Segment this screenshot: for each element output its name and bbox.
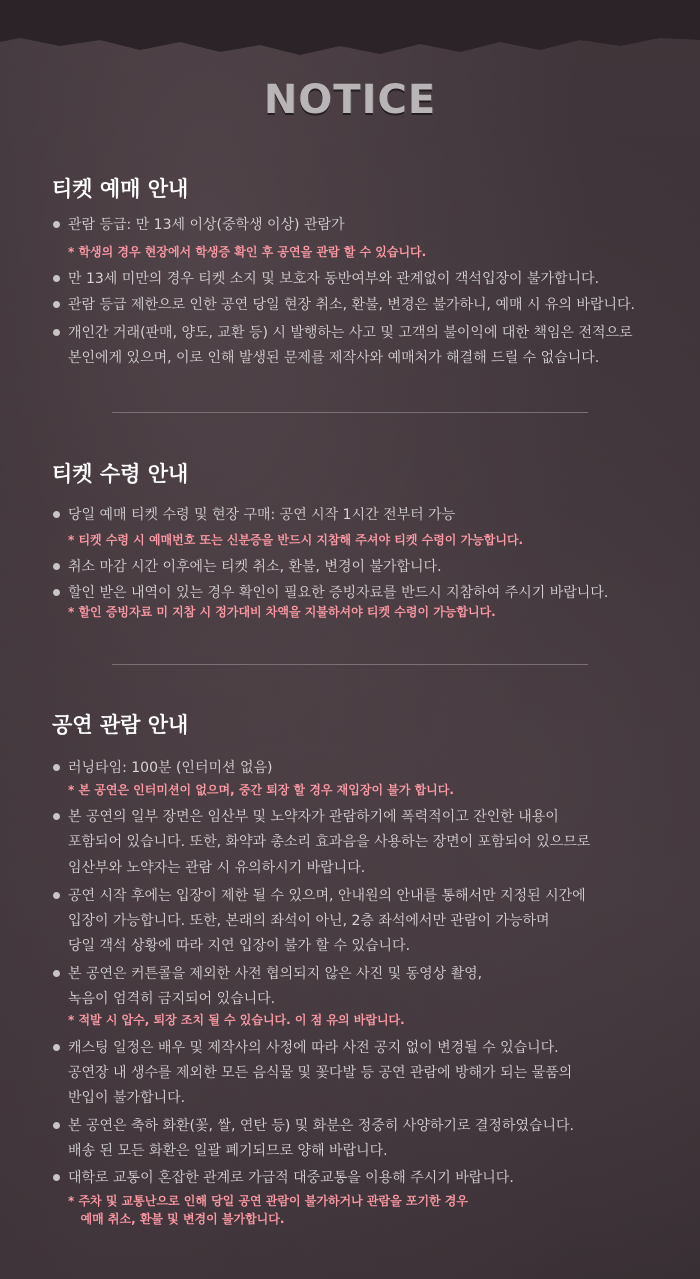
list-item: 본 공연은 커튼콜을 제외한 사전 협의되지 않은 사진 및 동영상 촬영, bbox=[68, 966, 483, 982]
section-heading: 티켓 수령 안내 bbox=[52, 462, 189, 486]
bullet-icon bbox=[53, 511, 60, 518]
list-item-continued: 포함되어 있습니다. 또한, 화약과 총소리 효과음을 사용하는 장면이 포함되어 있으므로 bbox=[68, 834, 591, 850]
page-title: NOTICE bbox=[263, 77, 437, 123]
bullet-icon bbox=[53, 764, 60, 771]
bullet-icon bbox=[53, 301, 60, 308]
list-item: 관람 등급: 만 13세 이상(중학생 이상) 관람가 bbox=[68, 217, 345, 233]
warning-note: * 학생의 경우 현장에서 학생증 확인 후 공연을 관람 할 수 있습니다. bbox=[68, 245, 427, 259]
section-heading: 티켓 예매 안내 bbox=[52, 177, 189, 201]
list-item: 만 13세 미만의 경우 티켓 소지 및 보호자 동반여부와 관계없이 객석입장이 불가합니다. bbox=[68, 271, 600, 287]
list-item: 개인간 거래(판매, 양도, 교환 등) 시 발행하는 사고 및 고객의 불이익에 대한 책임은 전적으로 bbox=[68, 325, 633, 341]
list-item: 할인 받은 내역이 있는 경우 확인이 필요한 증빙자료를 반드시 지참하여 주시기 바랍니다. bbox=[68, 585, 609, 601]
list-item: 취소 마감 시간 이후에는 티켓 취소, 환불, 변경이 불가합니다. bbox=[68, 559, 442, 575]
list-item: 공연 시작 후에는 입장이 제한 될 수 있으며, 안내원의 안내를 통해서만 지정된 시간에 bbox=[68, 888, 586, 904]
list-item-continued: 본인에게 있으며, 이로 인해 발생된 문제를 제작사와 예매처가 해결해 드릴 수 없습니다. bbox=[68, 350, 600, 366]
bullet-icon bbox=[53, 275, 60, 282]
warning-note: * 할인 증빙자료 미 지참 시 정가대비 차액을 지불하셔야 티켓 수령이 가능합니다. bbox=[68, 605, 496, 619]
section-divider bbox=[112, 412, 588, 413]
bullet-icon bbox=[53, 1174, 60, 1181]
torn-paper-edge bbox=[0, 0, 700, 60]
warning-note: 예매 취소, 환불 및 변경이 불가합니다. bbox=[68, 1212, 285, 1226]
list-item-continued: 임산부와 노약자는 관람 시 유의하시기 바랍니다. bbox=[68, 860, 366, 876]
bullet-icon bbox=[53, 1122, 60, 1129]
section-divider bbox=[112, 664, 588, 665]
list-item-continued: 당일 객석 상황에 따라 지연 입장이 불가 할 수 있습니다. bbox=[68, 938, 411, 954]
bullet-icon bbox=[53, 221, 60, 228]
list-item: 본 공연의 일부 장면은 임산부 및 노약자가 관람하기에 폭력적이고 잔인한 내용이 bbox=[68, 809, 559, 825]
list-item-continued: 입장이 가능합니다. 또한, 본래의 좌석이 아닌, 2층 좌석에서만 관람이 가능하며 bbox=[68, 913, 550, 929]
warning-note: * 주차 및 교통난으로 인해 당일 공연 관람이 불가하거나 관람을 포기한 경우 bbox=[68, 1194, 468, 1208]
bullet-icon bbox=[53, 589, 60, 596]
list-item: 본 공연은 축하 화환(꽃, 쌀, 연탄 등) 및 화분은 정중히 사양하기로 결정하였습니다. bbox=[68, 1118, 574, 1134]
list-item-continued: 공연장 내 생수를 제외한 모든 음식물 및 꽃다발 등 공연 관람에 방해가 되는 물품의 bbox=[68, 1065, 573, 1081]
bullet-icon bbox=[53, 970, 60, 977]
list-item-continued: 반입이 불가합니다. bbox=[68, 1090, 186, 1106]
bullet-icon bbox=[53, 892, 60, 899]
bullet-icon bbox=[53, 329, 60, 336]
warning-note: * 티켓 수령 시 예매번호 또는 신분증을 반드시 지참해 주셔야 티켓 수령이 가능합니다. bbox=[68, 533, 524, 547]
list-item: 캐스팅 일정은 배우 및 제작사의 사정에 따라 사전 공지 없이 변경될 수 있습니다. bbox=[68, 1040, 559, 1056]
list-item: 관람 등급 제한으로 인한 공연 당일 현장 취소, 환불, 변경은 불가하니, 예매 시 유의 바랍니다. bbox=[68, 297, 635, 313]
bullet-icon bbox=[53, 813, 60, 820]
list-item-continued: 배송 된 모든 화환은 일괄 폐기되므로 양해 바랍니다. bbox=[68, 1143, 388, 1159]
bullet-icon bbox=[53, 563, 60, 570]
warning-note: * 본 공연은 인터미션이 없으며, 중간 퇴장 할 경우 재입장이 불가 합니다. bbox=[68, 783, 454, 797]
bullet-icon bbox=[53, 1044, 60, 1051]
list-item-continued: 녹음이 엄격히 금지되어 있습니다. bbox=[68, 991, 276, 1007]
section-heading: 공연 관람 안내 bbox=[52, 713, 189, 737]
warning-note: * 적발 시 압수, 퇴장 조치 될 수 있습니다. 이 점 유의 바랍니다. bbox=[68, 1013, 405, 1027]
list-item: 러닝타임: 100분 (인터미션 없음) bbox=[68, 760, 273, 776]
list-item: 당일 예매 티켓 수령 및 현장 구매: 공연 시작 1시간 전부터 가능 bbox=[68, 507, 456, 523]
list-item: 대학로 교통이 혼잡한 관계로 가급적 대중교통을 이용해 주시기 바랍니다. bbox=[68, 1170, 514, 1186]
